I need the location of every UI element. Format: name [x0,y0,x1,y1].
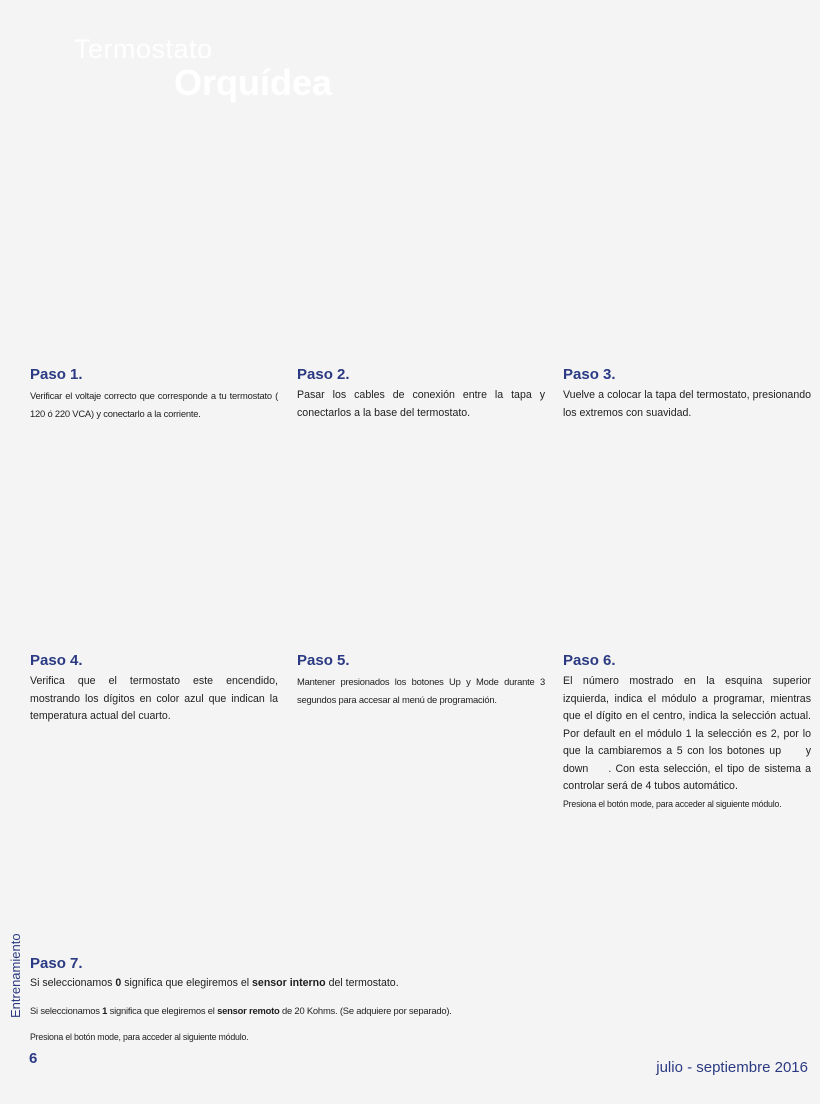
step-text-bold: sensor interno [252,977,326,989]
step-2 [297,366,545,422]
step-title: Paso 5. [297,652,350,669]
step-text-bold: 0 [115,977,122,989]
step-text-part: del termostato. [325,977,399,989]
step-text-part: El número mostrado en la esquina superior izquierda, indica el módulo a programar, mientras que el dígito en el centro, indica la selección actual. Por default en el módulo 1 la selección es 2, por lo que la cambiaremos a 5 con los botones up [563,675,811,757]
step-text-bold: 1 [102,1005,108,1016]
step-text: Pasar los cables de conexión entre la tapa y conectarlos a la base del termostato. [297,389,545,419]
step-6 [563,652,811,813]
section-label: Entrenamiento [8,933,23,1018]
step-note: Presiona el botón mode, para acceder al siguiente módulo. [30,1032,249,1042]
step-text: Vuelve a colocar la tapa del termostato, presionando los extremos con suavidad. [563,389,811,419]
step-line [30,976,630,991]
step-title: Paso 3. [563,366,616,383]
header-subtitle: Orquídea [174,62,333,103]
step-text-part: Si seleccionamos [30,1005,103,1016]
step-text-bold: sensor remoto [217,1005,280,1016]
step-line [30,1003,630,1018]
issue-date: julio - septiembre 2016 [656,1059,808,1076]
step-text-part: significa que elegiremos el [121,977,253,989]
step-1 [30,366,278,422]
step-7 [30,955,630,1045]
step-text [563,673,811,796]
step-text: Verifica que el termostato este encendido, mostrando los dígitos en color azul que indican la temperatura actual del cuarto. [30,675,278,722]
step-title: Paso 2. [297,366,350,383]
header-title: Termostato [74,34,213,64]
step-4 [30,652,278,726]
step-text-part: de 20 Kohms. (Se adquiere por separado). [279,1005,452,1016]
step-text-part: significa que elegiremos el [107,1005,218,1016]
step-text: Mantener presionados los botones Up y Mode durante 3 segundos para accesar al menú de programación. [297,676,545,705]
step-text: Verificar el voltaje correcto que corresponde a tu termostato ( 120 ó 220 VCA) y conectarlo a la corriente. [30,390,278,419]
step-title: Paso 1. [30,366,83,383]
step-note: Presiona el botón mode, para acceder al siguiente módulo. [563,798,782,809]
step-title: Paso 7. [30,955,83,972]
step-text-part: y down [563,745,811,775]
step-text-part: Si seleccionamos [30,977,116,989]
step-title: Paso 4. [30,652,83,669]
step-5 [297,652,545,708]
step-title: Paso 6. [563,652,616,669]
step-3 [563,366,811,422]
step-text-part: . Con esta selección, el tipo de sistema a controlar será de 4 tubos automático. [563,762,811,792]
page-number: 6 [29,1050,38,1067]
